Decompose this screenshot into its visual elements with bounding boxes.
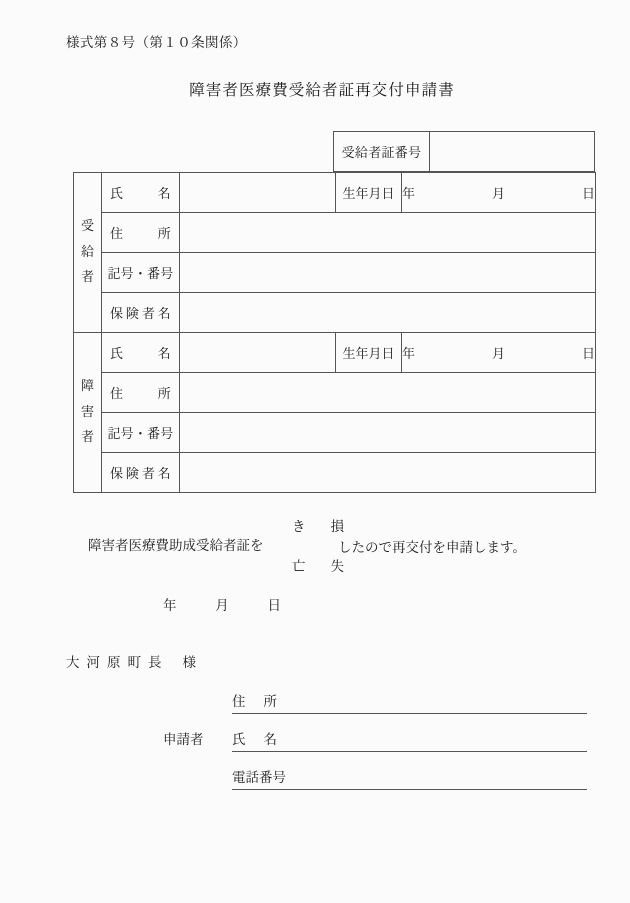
table-row <box>74 453 596 493</box>
row-label-insurer-name <box>102 453 180 493</box>
disabled-person-dob-label: 生年月日 <box>336 333 402 373</box>
recipient-address-field[interactable] <box>180 213 596 253</box>
dob-unit-month: 月 <box>491 187 505 202</box>
certificate-number-field[interactable] <box>430 132 594 171</box>
table-row <box>74 413 596 453</box>
dob-unit-day: 日 <box>581 347 595 362</box>
label-char: 住 <box>110 227 124 242</box>
dob-unit-month: 月 <box>491 347 505 362</box>
recipient-name-field[interactable] <box>180 173 336 213</box>
recipient-dob-label: 生年月日 <box>336 173 402 213</box>
reason-char: 損 <box>330 519 344 535</box>
form-number: 様式第８号（第１０条関係） <box>66 35 247 51</box>
label-char: 険 <box>125 307 140 322</box>
label-char: 所 <box>157 387 171 402</box>
label-char: 者 <box>141 467 156 482</box>
group-label-char: 給 <box>80 244 94 260</box>
date-unit-year: 年 <box>163 598 177 614</box>
applicant-phone-label: 電話番号 <box>232 770 286 786</box>
label-char: 名 <box>263 732 277 748</box>
dob-unit-year: 年 <box>402 187 416 202</box>
reason-char: き <box>292 519 306 535</box>
statement-lead: 障害者医療費助成受給者証を <box>88 538 264 554</box>
dob-unit-day: 日 <box>581 187 595 202</box>
label-char: 者 <box>141 307 156 322</box>
label-char: 氏 <box>232 732 246 748</box>
disabled-person-dob-field[interactable] <box>402 333 596 373</box>
statement-tail: したので再交付を申請します。 <box>338 540 526 556</box>
row-label-name <box>102 333 180 373</box>
certificate-number-box <box>333 131 595 172</box>
row-label-address <box>102 213 180 253</box>
disabled-person-name-field[interactable] <box>180 333 336 373</box>
applicant-label: 申請者 <box>163 732 204 748</box>
page-title: 障害者医療費受給者証再交付申請書 <box>189 81 455 99</box>
recipient-symbol-number-field[interactable] <box>180 253 596 293</box>
reason-char: 失 <box>330 559 344 575</box>
applicant-name-label <box>232 728 277 748</box>
label-char: 所 <box>263 694 277 710</box>
label-char: 氏 <box>110 187 124 202</box>
row-label-symbol-number: 記号・番号 <box>102 413 180 453</box>
table-row <box>74 333 596 373</box>
label-char: 名 <box>157 467 171 482</box>
addressee-title: 大河原町長 <box>66 655 169 671</box>
applicant-address-row <box>232 690 587 714</box>
label-char: 名 <box>157 307 171 322</box>
row-label-address <box>102 373 180 413</box>
group-label-char: 者 <box>80 430 94 446</box>
disabled-person-insurer-name-field[interactable] <box>180 453 596 493</box>
recipient-insurer-name-field[interactable] <box>180 293 596 333</box>
applicant-details-table <box>73 172 596 493</box>
label-char: 名 <box>157 187 171 202</box>
applicant-address-label <box>232 690 277 710</box>
reason-choice-group[interactable] <box>292 517 344 577</box>
disabled-person-address-field[interactable] <box>180 373 596 413</box>
table-row <box>74 293 596 333</box>
dob-unit-year: 年 <box>402 347 416 362</box>
table-row <box>74 213 596 253</box>
row-label-symbol-number: 記号・番号 <box>102 253 180 293</box>
label-char: 名 <box>157 347 171 362</box>
reason-option-damaged[interactable] <box>292 517 344 537</box>
label-char: 保 <box>110 307 124 322</box>
label-char: 保 <box>110 467 124 482</box>
label-char: 住 <box>110 387 124 402</box>
date-unit-month: 月 <box>215 598 229 614</box>
applicant-phone-row <box>232 766 587 790</box>
reason-option-lost[interactable] <box>292 557 344 577</box>
date-unit-day: 日 <box>267 598 281 614</box>
recipient-dob-field[interactable] <box>402 173 596 213</box>
group-label-recipient <box>74 173 102 333</box>
application-date-line[interactable] <box>163 594 281 614</box>
certificate-number-label: 受給者証番号 <box>334 132 430 171</box>
group-label-disabled-person <box>74 333 102 493</box>
label-char: 所 <box>157 227 171 242</box>
group-label-char: 障 <box>80 379 94 395</box>
table-row <box>74 373 596 413</box>
addressee <box>66 651 196 671</box>
disabled-person-symbol-number-field[interactable] <box>180 413 596 453</box>
reason-char: 亡 <box>292 559 306 575</box>
addressee-honorific: 様 <box>182 655 196 671</box>
label-char: 氏 <box>110 347 124 362</box>
row-label-name <box>102 173 180 213</box>
group-label-char: 受 <box>80 219 94 235</box>
label-char: 険 <box>125 467 140 482</box>
group-label-char: 者 <box>80 270 94 286</box>
table-row <box>74 253 596 293</box>
group-label-char: 害 <box>80 404 94 420</box>
table-row <box>74 173 596 213</box>
applicant-name-row <box>232 728 587 752</box>
label-char: 住 <box>232 694 246 710</box>
row-label-insurer-name <box>102 293 180 333</box>
